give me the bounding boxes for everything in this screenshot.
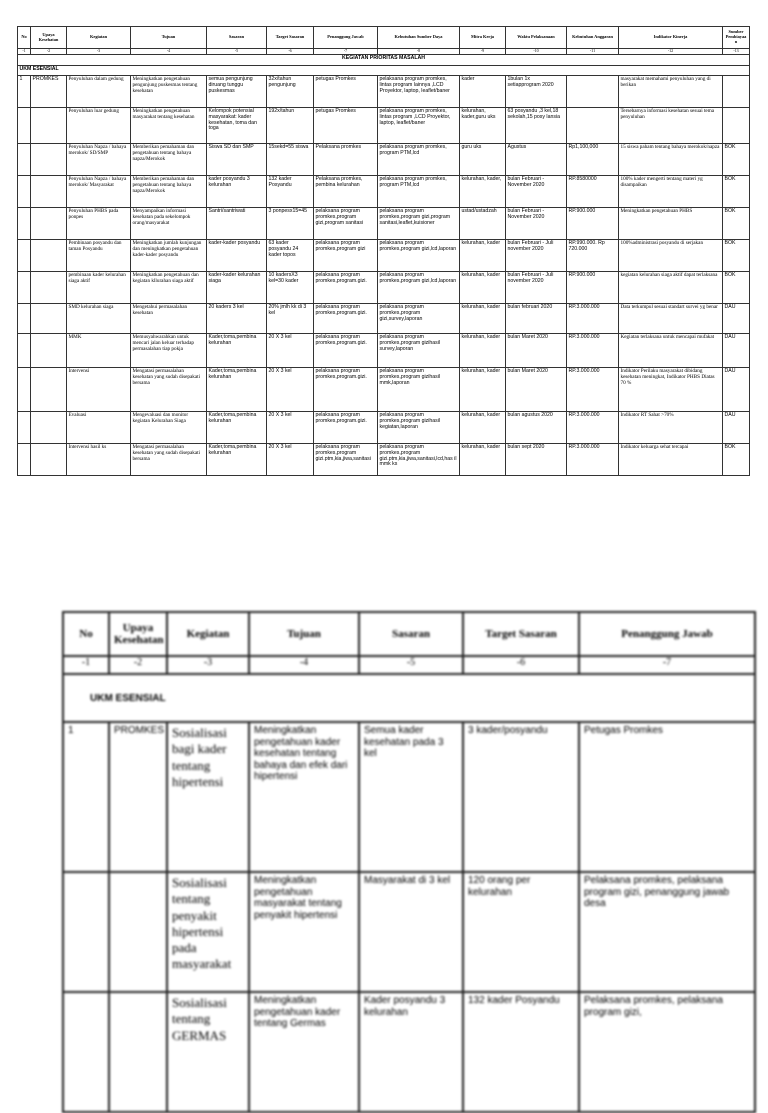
cell-waktu: bulan sept 2020 <box>506 444 567 476</box>
column-header: Kebutuhan Sumber Daya <box>378 27 460 49</box>
cell-anggaran: RP.990.000. Rp 720.000 <box>567 240 619 272</box>
preview-column-number: -1 <box>63 656 109 674</box>
cell-anggaran: RP.3.000.000 <box>567 304 619 334</box>
cell-waktu: bulan Februari - Juli november 2020 <box>506 240 567 272</box>
cell-kegiatan: MMK <box>67 334 131 368</box>
cell-sumber: pelaksana program promkes,program gizihasil mmk,laporan <box>378 368 460 412</box>
cell-sasaran: 20 kaders 3 kel <box>207 304 267 334</box>
cell-kegiatan: Penyuluhan Napza / bahaya merokok/ SD/SMP <box>67 144 131 176</box>
column-header: Sasaran <box>207 27 267 49</box>
cell-sumber: pelaksana program promkes,program gizi,program sanitasi,leaflet,kuisioner <box>378 208 460 240</box>
table-header-row <box>18 27 750 49</box>
cell-target: 3 ponpesx15=45 <box>267 208 314 240</box>
cell-waktu: bulan Maret 2020 <box>506 368 567 412</box>
preview-cell-kegiatan: Sosialisasi bagi kader tentang hipertensi <box>167 722 249 872</box>
column-number: -2 <box>31 49 67 55</box>
cell-tujuan: Mengatasi permasalahan kesehatan yang sudah disepakati bersama <box>131 368 207 412</box>
preview-cell-pj: Petugas Promkes <box>579 722 755 872</box>
cell-biaya: DAU <box>723 412 750 444</box>
cell-tujuan: Menyampaikan informasi kesehatan pada sekelompok orang/masyarakat <box>131 208 207 240</box>
cell-no <box>18 176 31 208</box>
preview-cell-tujuan: Meningkatkan pengetahuan masyarakat tentang penyakit hipertensi <box>249 872 359 992</box>
cell-upaya <box>31 304 67 334</box>
cell-sasaran: Kelompok potensial masyarakat: kader kesehatan, toma dan toga <box>207 108 267 144</box>
cell-kegiatan: pembinaan kader kelurahan siaga aktif <box>67 272 131 304</box>
cell-anggaran: RP.3.000.000 <box>567 444 619 476</box>
cell-waktu: bulan Februari - November 2020 <box>506 176 567 208</box>
preview-number-row <box>63 656 755 674</box>
column-number: -13 <box>723 49 750 55</box>
cell-pj: pelaksana program promkes,program.gizi. <box>314 304 378 334</box>
cell-tujuan: Meningkatkan jumlah kunjungan dan meningkatkan pengetahuan kader-kader posyandu <box>131 240 207 272</box>
cell-biaya <box>723 108 750 144</box>
column-header: Kebutuhan Anggaran <box>567 27 619 49</box>
preview-column-number: -4 <box>249 656 359 674</box>
cell-sasaran: Kader,toma,pembina kelurahan <box>207 334 267 368</box>
cell-sasaran: Kader,toma,pembina kelurahan <box>207 368 267 412</box>
cell-pj: pelaksana program promkes,program.gizi. <box>314 412 378 444</box>
cell-biaya: BOK <box>723 176 750 208</box>
cell-tujuan: Memusyahwarahkan untuk mencari jalan keluar terhadap permasalahan tiap pokja <box>131 334 207 368</box>
cell-no <box>18 368 31 412</box>
cell-biaya <box>723 76 750 108</box>
table-title: KEGIATAN PRIORITAS MASALAH <box>18 55 750 66</box>
preview-cell-kegiatan: Sosialisasi tentang GERMAS <box>167 992 249 1112</box>
table-row <box>18 334 750 368</box>
cell-upaya <box>31 240 67 272</box>
table-row <box>18 108 750 144</box>
cell-biaya: DAU <box>723 304 750 334</box>
cell-pj: pelaksana program promkes,program gizi <box>314 240 378 272</box>
preview-row <box>63 872 755 992</box>
cell-sasaran: semua pengunjung diruang tunggu puskesmas <box>207 76 267 108</box>
preview-cell-no: 1 <box>63 722 109 872</box>
cell-tujuan: Meningkatkan pengetahuan dan kegiatan kllurahan siaga aktif <box>131 272 207 304</box>
cell-anggaran: RP.3.000.000 <box>567 334 619 368</box>
table-body <box>18 76 750 476</box>
column-number: -3 <box>67 49 131 55</box>
preview-table <box>62 611 756 1113</box>
cell-kegiatan: Evaluasi <box>67 412 131 444</box>
cell-mitra: kelurahan, kader <box>460 444 506 476</box>
cell-biaya: BOK <box>723 144 750 176</box>
cell-sasaran: kader posyandu 3 kelurahan <box>207 176 267 208</box>
preview-section-label: UKM ESENSIAL <box>63 674 755 722</box>
cell-no <box>18 208 31 240</box>
cell-indikator: Tersebarnya informasi kesehatan sesuai tema penyuluhan <box>619 108 723 144</box>
cell-mitra: kelurahan, kader, <box>460 176 506 208</box>
cell-pj: Pelaksana promkes, pembina kelurahan <box>314 176 378 208</box>
cell-target: 20 X 3 kel <box>267 334 314 368</box>
cell-upaya: PROMKES <box>31 76 67 108</box>
cell-upaya <box>31 272 67 304</box>
column-number: -7 <box>314 49 378 55</box>
column-number: -10 <box>506 49 567 55</box>
preview-column-header: Penanggung Jawab <box>579 612 755 656</box>
cell-upaya <box>31 412 67 444</box>
cell-biaya: BOK <box>723 240 750 272</box>
cell-waktu: 63 posyandu ,3 kel,18 sekolah,15 posy lansia <box>506 108 567 144</box>
preview-cell-sasaran: Kader posyandu 3 kelurahan <box>359 992 463 1112</box>
table-row <box>18 240 750 272</box>
cell-sasaran: Siswa SD dan SMP <box>207 144 267 176</box>
cell-no <box>18 272 31 304</box>
preview-row <box>63 722 755 872</box>
cell-tujuan: Meningkatkan pengetahuan masyarakat tentang kesehatan <box>131 108 207 144</box>
cell-sumber: pelaksana program promkes,program gizi.ptm,kia,jiwa,sanitasi,lcd,has il mmk ks <box>378 444 460 476</box>
preview-column-number: -3 <box>167 656 249 674</box>
preview-column-number: -5 <box>359 656 463 674</box>
cell-no: 1 <box>18 76 31 108</box>
cell-no <box>18 304 31 334</box>
cell-target: 32x/tahun pengunjung <box>267 76 314 108</box>
cell-pj: petugas Promkes <box>314 108 378 144</box>
cell-target: 15sekd=55 siswa <box>267 144 314 176</box>
cell-anggaran: RP.900.000 <box>567 208 619 240</box>
cell-mitra: kader <box>460 76 506 108</box>
section-label: UKM ESENSIAL <box>18 66 750 76</box>
cell-target: 63 kader posyandu 24 kader topos <box>267 240 314 272</box>
cell-sumber: pelaksana program promkes,program gizihasil survey,laporan <box>378 334 460 368</box>
column-number: -12 <box>619 49 723 55</box>
cell-waktu: Agustus <box>506 144 567 176</box>
cell-tujuan: Memberikan pemahaman dan pengetahuan tentang bahaya napza/Merokok <box>131 176 207 208</box>
cell-no <box>18 412 31 444</box>
cell-biaya: BOK <box>723 444 750 476</box>
cell-mitra: kelurahan, kader <box>460 368 506 412</box>
cell-target: 132 kader Posyandu <box>267 176 314 208</box>
cell-kegiatan: Intervensi hasil ks <box>67 444 131 476</box>
cell-indikator: 100%administrasi posyandu di serjakan <box>619 240 723 272</box>
preview-cell-upaya <box>109 872 167 992</box>
cell-upaya <box>31 176 67 208</box>
preview-cell-tujuan: Meningkatkan pengetahuan kader tentang Germas <box>249 992 359 1112</box>
cell-indikator: kegiatan kelurahan siaga aktif dapat terlaksana <box>619 272 723 304</box>
cell-pj: petugas Promkes <box>314 76 378 108</box>
cell-target: 20 X 3 kel <box>267 368 314 412</box>
preview-cell-pj: Pelaksana promkes, pelaksana program gizi, <box>579 992 755 1112</box>
cell-no <box>18 144 31 176</box>
table-title-row <box>18 55 750 66</box>
cell-pj: pelaksana program promkes,program gizi.ptm,kia,jiwa,sanitasi <box>314 444 378 476</box>
cell-mitra: kelurahan, kader <box>460 272 506 304</box>
preview-cell-upaya: PROMKES <box>109 722 167 872</box>
table-row <box>18 444 750 476</box>
cell-mitra: ustad/ustadzah <box>460 208 506 240</box>
cell-pj: Pelaksana promkes <box>314 144 378 176</box>
preview-column-header: Kegiatan <box>167 612 249 656</box>
cell-mitra: kelurahan, kader <box>460 334 506 368</box>
cell-pj: pelaksana program promkes,program.gizi. <box>314 368 378 412</box>
column-number: -8 <box>378 49 460 55</box>
cell-sumber: pelaksana program promkes, program PTM,lcd <box>378 176 460 208</box>
cell-indikator: masyarakat memahami penyuluhan yang di berikan <box>619 76 723 108</box>
cell-sasaran: Kader,toma,pembina kelurahan <box>207 444 267 476</box>
cell-tujuan: Mengetahui permasalahan kesehatan <box>131 304 207 334</box>
preview-cell-upaya <box>109 992 167 1112</box>
cell-waktu: bulan Februari - November 2020 <box>506 208 567 240</box>
cell-no <box>18 240 31 272</box>
column-header: Penanggung Jawab <box>314 27 378 49</box>
preview-cell-target: 120 orang per kelurahan <box>463 872 579 992</box>
column-number: -1 <box>18 49 31 55</box>
cell-anggaran <box>567 76 619 108</box>
preview-column-header: Tujuan <box>249 612 359 656</box>
column-header: Upaya Kesehatan <box>31 27 67 49</box>
preview-cell-sasaran: Semua kader kesehatan pada 3 kel <box>359 722 463 872</box>
preview-column-header: Upaya Kesehatan <box>109 612 167 656</box>
cell-anggaran: RP.900.000 <box>567 272 619 304</box>
preview-cell-kegiatan: Sosialisasi tentang penyakit hipertensi pada masyarakat <box>167 872 249 992</box>
preview-column-number: -6 <box>463 656 579 674</box>
cell-upaya <box>31 208 67 240</box>
column-header: Indikator Kinerja <box>619 27 723 49</box>
cell-indikator: 15 siswa paham tentang bahaya merokok/napza <box>619 144 723 176</box>
cell-target: 20 X 3 kel <box>267 412 314 444</box>
preview-cell-sasaran: Masyarakat di 3 kel <box>359 872 463 992</box>
cell-waktu: bulan Februari - Juli november 2020 <box>506 272 567 304</box>
cell-no <box>18 334 31 368</box>
preview-cell-tujuan: Meningkatkan pengetahuan kader kesehatan tentang bahaya dan efek dari hipertensi <box>249 722 359 872</box>
cell-biaya: DAU <box>723 334 750 368</box>
cell-upaya <box>31 144 67 176</box>
cell-biaya: DAU <box>723 368 750 412</box>
cell-pj: pelaksana program promkes,program.gizi. <box>314 334 378 368</box>
cell-target: 20% jmlh kk di 3 kel <box>267 304 314 334</box>
cell-sumber: pelaksana program promkes,program gizihasil kegiatan,laporan <box>378 412 460 444</box>
cell-indikator: Indikator Perilaku masyarakat dibidang kesehatan meningkat, Indikator PHBS Diatas 70 % <box>619 368 723 412</box>
preview-header-row <box>63 612 755 656</box>
cell-sasaran: Kader,toma,pembina kelurahan <box>207 412 267 444</box>
cell-sumber: pelaksana program promkes,program gizi,lcd,laporan <box>378 272 460 304</box>
cell-indikator: Data terkumpul sesuai standart survei yg benar <box>619 304 723 334</box>
preview-cell-no <box>63 992 109 1112</box>
column-header: Waktu Pelaksanaan <box>506 27 567 49</box>
preview-column-header: Target Sasaran <box>463 612 579 656</box>
cell-tujuan: Memberikan pemahaman dan pengetahuan tentang bahaya napza/Merokok <box>131 144 207 176</box>
cell-kegiatan: Penyuluhan Napza / bahaya merokok/ Masyarakat <box>67 176 131 208</box>
column-header: Tujuan <box>131 27 207 49</box>
program-table <box>17 26 750 476</box>
cell-waktu: 1bulan 1x setiapprogram 2020 <box>506 76 567 108</box>
cell-anggaran: RP.3.000.000 <box>567 412 619 444</box>
cell-biaya: BOK <box>723 272 750 304</box>
cell-upaya <box>31 334 67 368</box>
cell-target: 10 kadersX3 kel=30 kader <box>267 272 314 304</box>
table-row <box>18 304 750 334</box>
column-number: -6 <box>267 49 314 55</box>
table-row <box>18 272 750 304</box>
cell-sumber: pelaksana program promkes, lintas program lainnya ,LCD Proyektor, laptop, leaflet/baner <box>378 76 460 108</box>
column-number: -9 <box>460 49 506 55</box>
cell-kegiatan: SMD kelurahan siaga <box>67 304 131 334</box>
cell-kegiatan: Intervensi <box>67 368 131 412</box>
cell-sumber: pelaksana program promkes,program gizi,lcd,laporan <box>378 240 460 272</box>
cell-sasaran: kader-kader kelurahan siaga <box>207 272 267 304</box>
cell-anggaran: Rp1,100,000 <box>567 144 619 176</box>
table-row <box>18 176 750 208</box>
cell-kegiatan: Penyuluhan dalam gedung <box>67 76 131 108</box>
cell-indikator: Indikator RT Sahat >70% <box>619 412 723 444</box>
cell-target: 192x/tahun <box>267 108 314 144</box>
cell-kegiatan: Pembinaan posyandu dan taman Posyandu <box>67 240 131 272</box>
cell-sumber: pelaksana program promkes, lintas program ,LCD Proyektor, laptop, leaflet/baner <box>378 108 460 144</box>
column-header: Mitra Kerja <box>460 27 506 49</box>
table-row <box>18 76 750 108</box>
table-row <box>18 208 750 240</box>
cell-indikator: Indikator keluarga sehat tercapai <box>619 444 723 476</box>
cell-tujuan: Mengatasi permasalahan kesehatan yang sudah disepakati bersama <box>131 444 207 476</box>
cell-waktu: bulan agustus 2020 <box>506 412 567 444</box>
cell-mitra: kelurahan, kader <box>460 304 506 334</box>
cell-sasaran: kader-kader posyandu <box>207 240 267 272</box>
cell-sasaran: Santri/santriwati <box>207 208 267 240</box>
cell-upaya <box>31 444 67 476</box>
preview-column-header: Sasaran <box>359 612 463 656</box>
cell-waktu: bulan februari 2020 <box>506 304 567 334</box>
preview-section-row <box>63 674 755 722</box>
preview-cell-no <box>63 872 109 992</box>
cell-anggaran <box>567 108 619 144</box>
cell-upaya <box>31 108 67 144</box>
preview-column-number: -2 <box>109 656 167 674</box>
column-header: Target Sasaran <box>267 27 314 49</box>
table-row <box>18 368 750 412</box>
column-header: No <box>18 27 31 49</box>
column-number: -4 <box>131 49 207 55</box>
blurred-preview <box>62 611 754 1043</box>
preview-cell-target: 132 kader Posyandu <box>463 992 579 1112</box>
column-number: -11 <box>567 49 619 55</box>
cell-sumber: pelaksana program promkes,program gizi,survey,laporan <box>378 304 460 334</box>
cell-mitra: guru uks <box>460 144 506 176</box>
cell-kegiatan: Penyuluhan luar gedung <box>67 108 131 144</box>
table-row <box>18 412 750 444</box>
cell-upaya <box>31 368 67 412</box>
column-number: -5 <box>207 49 267 55</box>
cell-anggaran: RP.8580000 <box>567 176 619 208</box>
cell-tujuan: Mengevaluasi dan monitor kegiatan Kelurahan Siaga <box>131 412 207 444</box>
table-row <box>18 144 750 176</box>
preview-body <box>63 722 755 1112</box>
preview-column-number: -7 <box>579 656 755 674</box>
cell-mitra: kelurahan, kader,guru uks <box>460 108 506 144</box>
column-header: Sumber Pembiayaan <box>723 27 750 49</box>
cell-no <box>18 444 31 476</box>
cell-anggaran: RP.3.000.000 <box>567 368 619 412</box>
cell-indikator: 100% kader mengerti tentang materi yg disampaikan <box>619 176 723 208</box>
section-row <box>18 66 750 76</box>
cell-waktu: bulan Maret 2020 <box>506 334 567 368</box>
cell-mitra: kelurahan, kader <box>460 412 506 444</box>
cell-sumber: pelaksana program promkes, program PTM,lcd <box>378 144 460 176</box>
preview-cell-pj: Pelaksana promkes, pelaksana program gizi, penanggung jawab desa <box>579 872 755 992</box>
preview-cell-target: 3 kader/posyandu <box>463 722 579 872</box>
cell-mitra: kelurahan, kader <box>460 240 506 272</box>
cell-kegiatan: Penyuluhan PHBS pada ponpes <box>67 208 131 240</box>
cell-indikator: Meningkatkan pengetahuan PHBS <box>619 208 723 240</box>
cell-pj: pelaksana program promkes,program.gizi. <box>314 272 378 304</box>
cell-biaya: BOK <box>723 208 750 240</box>
cell-pj: pelaksana program promkes,program gizi,program sanitasi <box>314 208 378 240</box>
preview-column-header: No <box>63 612 109 656</box>
column-header: Kegiatan <box>67 27 131 49</box>
cell-target: 20 X 3 kel <box>267 444 314 476</box>
preview-row <box>63 992 755 1112</box>
cell-indikator: Kegiatan terlaksana untuk mencapai mufakat <box>619 334 723 368</box>
cell-no <box>18 108 31 144</box>
cell-tujuan: Meningkatkan pengetahuan pengunjung puskesmas tentang kesehatan <box>131 76 207 108</box>
